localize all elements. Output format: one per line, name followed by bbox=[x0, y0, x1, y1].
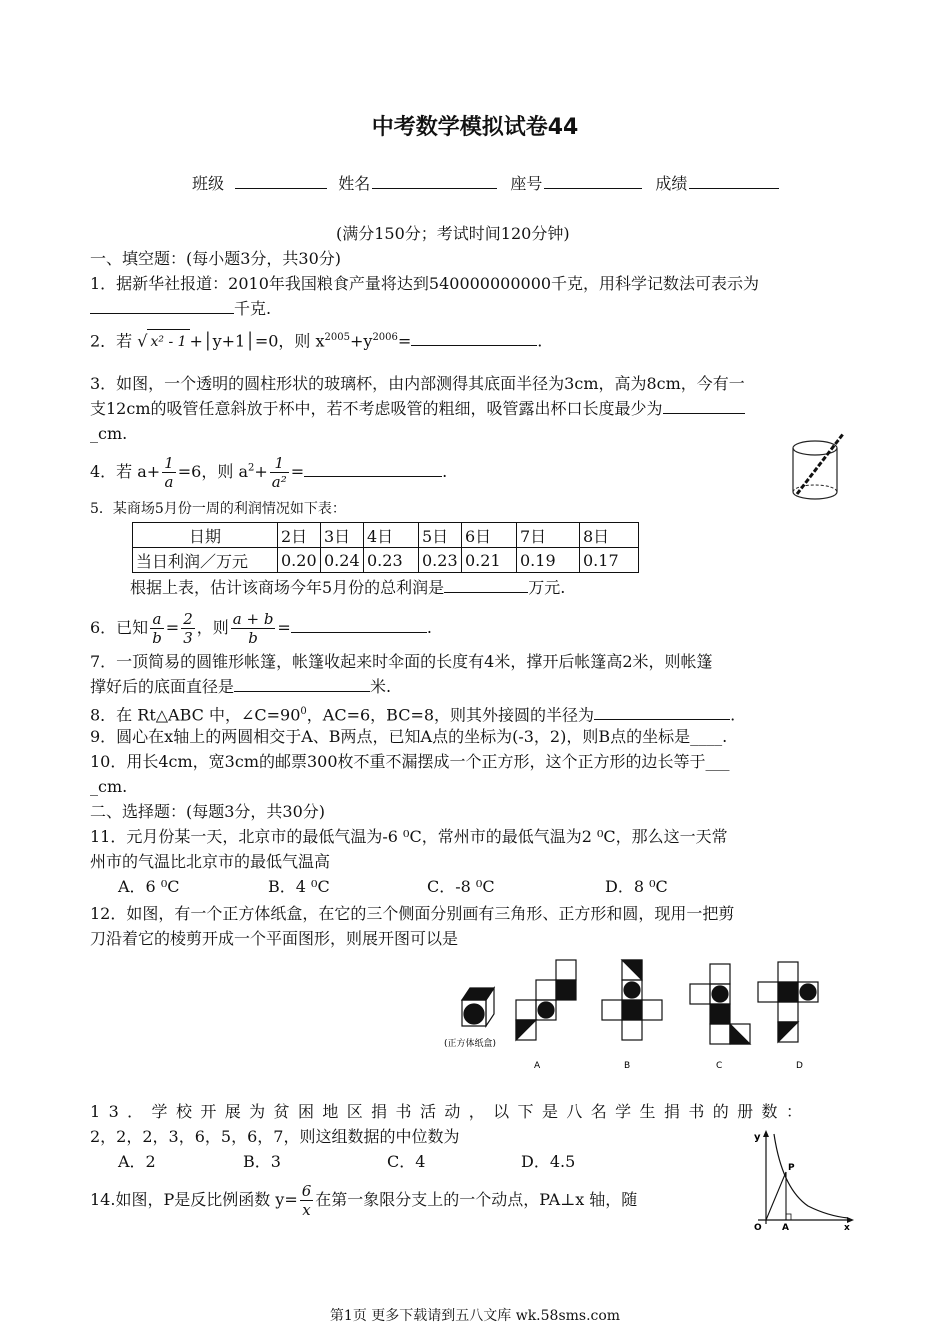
q1-blank bbox=[90, 297, 234, 314]
table-cell: 6日 bbox=[462, 523, 517, 548]
q4-frac1-num: 1 bbox=[164, 454, 174, 472]
q10-line1: 10．用长4cm，宽3cm的邮票300枚不重不漏摆成一个正方形，这个正方形的边长等于___ bbox=[90, 752, 730, 771]
name-blank bbox=[372, 172, 497, 189]
name-label: 姓名 bbox=[338, 174, 371, 193]
q13-line1: 13．学校开展为贫困地区捐书活动，以下是八名学生捐书的册数： bbox=[90, 1102, 811, 1121]
table-cell: 0.19 bbox=[517, 548, 580, 573]
q6-end: . bbox=[426, 618, 432, 637]
net-a bbox=[516, 960, 576, 1040]
q11-option-c: C．-8 ⁰C bbox=[427, 877, 495, 896]
q2-mid: +│y+1│=0，则 x bbox=[189, 331, 325, 351]
page-footer: 第1页 更多下载请到五八文库 wk.58sms.com bbox=[329, 1308, 621, 1324]
label-d: D bbox=[796, 1061, 803, 1071]
q7-unit: 米. bbox=[370, 677, 392, 696]
graph-a-label: A bbox=[782, 1223, 789, 1232]
graph-o-label: O bbox=[754, 1223, 762, 1232]
q2-pre: 2．若 bbox=[90, 331, 133, 351]
q13-option-c: C．4 bbox=[387, 1152, 426, 1171]
q2-line bbox=[90, 326, 542, 354]
q5-after bbox=[130, 576, 565, 600]
q4-blank bbox=[304, 460, 442, 477]
q14-frac-den: x bbox=[302, 1201, 311, 1219]
q7-blank bbox=[234, 675, 370, 692]
q5-after-text: 根据上表，估计该商场今年5月份的总利润是 bbox=[130, 578, 445, 597]
q6-frac2-num: 2 bbox=[183, 610, 193, 628]
label-c: C bbox=[716, 1061, 723, 1071]
q4-frac1 bbox=[162, 454, 176, 491]
q6-frac2 bbox=[181, 610, 195, 647]
table-cell: 3日 bbox=[321, 523, 364, 548]
q13-line2: 2，2，2，3，6，5，6，7，则这组数据的中位数为 bbox=[90, 1127, 460, 1146]
q7-line1: 7．一顶简易的圆锥形帐篷，帐篷收起来时伞面的长度有4米，撑开后帐篷高2米，则帐篷 bbox=[90, 652, 713, 671]
q4-frac2 bbox=[270, 454, 289, 491]
q4-frac2-num: 1 bbox=[270, 454, 289, 473]
q11-option-a: A．6 ⁰C bbox=[118, 877, 180, 896]
inverse-function-graph bbox=[748, 1128, 856, 1232]
table-cell: 0.23 bbox=[364, 548, 419, 573]
q2-end: . bbox=[537, 331, 543, 351]
q11-line1: 11．元月份某一天，北京市的最低气温为-6 ⁰C，常州市的最低气温为2 ⁰C，那么这一天常 bbox=[90, 827, 728, 846]
q6-pre: 6．已知 bbox=[90, 618, 149, 637]
q7-text: 撑好后的底面直径是 bbox=[90, 677, 235, 696]
q11-option-b: B．4 ⁰C bbox=[268, 877, 330, 896]
table-cell: 7日 bbox=[517, 523, 580, 548]
q13-option-a: A．2 bbox=[118, 1152, 156, 1171]
q4-plus: + bbox=[254, 462, 268, 481]
q6-frac1 bbox=[150, 610, 164, 647]
label-a: A bbox=[534, 1061, 541, 1071]
q2-blank bbox=[411, 329, 537, 346]
table-row bbox=[133, 548, 639, 573]
q4-pre: 4．若 a+ bbox=[90, 462, 161, 481]
graph-p-label: P bbox=[788, 1163, 795, 1173]
q14-line bbox=[90, 1182, 637, 1219]
q8-end: . bbox=[730, 705, 736, 725]
q14-pre: 14.如图，P是反比例函数 y= bbox=[90, 1190, 298, 1209]
seat-label: 座号 bbox=[510, 174, 543, 193]
table-cell: 2日 bbox=[278, 523, 321, 548]
q4-line bbox=[90, 454, 447, 491]
q6-mid: ，则 bbox=[196, 618, 229, 637]
q6-frac3-num: a + b bbox=[232, 610, 274, 628]
q7-line2 bbox=[90, 675, 391, 699]
table-cell: 8日 bbox=[580, 523, 639, 548]
box-caption: (正方体纸盒) bbox=[444, 1039, 497, 1049]
q1-line2 bbox=[90, 297, 271, 321]
q14-post: 在第一象限分支上的一个动点，PA⊥x 轴，随 bbox=[315, 1190, 638, 1209]
score-blank bbox=[689, 172, 779, 189]
score-label: 成绩 bbox=[655, 174, 688, 193]
q13-option-b: B．3 bbox=[243, 1152, 281, 1171]
section1-heading: 一、填空题：(每小题3分，共30分) bbox=[90, 249, 342, 268]
q8-blank bbox=[594, 703, 730, 720]
q12-line1: 12．如图，有一个正方体纸盒，在它的三个侧面分别画有三角形、正方形和圆，现用一把剪 bbox=[90, 904, 735, 923]
seat-blank bbox=[544, 172, 642, 189]
table-cell: 4日 bbox=[364, 523, 419, 548]
profit-table bbox=[132, 522, 639, 573]
q9-line: 9．圆心在x轴上的两圆相交于A、B两点，已知A点的坐标为(-3，2)，则B点的坐标是____. bbox=[90, 727, 728, 746]
q1-line1: 1．据新华社报道：2010年我国粮食产量将达到540000000000千克，用科学记数法可表示为 bbox=[90, 274, 760, 293]
cube-nets-figure bbox=[440, 958, 860, 1076]
table-cell: 0.23 bbox=[419, 548, 462, 573]
header-fields bbox=[192, 172, 779, 196]
q6-blank bbox=[291, 616, 427, 633]
table-cell: 日期 bbox=[133, 523, 278, 548]
net-d bbox=[758, 962, 818, 1042]
q11-option-d: D．8 ⁰C bbox=[605, 877, 668, 896]
q6-frac3 bbox=[231, 610, 276, 647]
q2-exp1: 2005 bbox=[324, 332, 350, 343]
graph-y-label: y bbox=[754, 1132, 761, 1143]
q6-frac2-den: 3 bbox=[183, 629, 193, 647]
class-blank bbox=[235, 172, 327, 189]
q4-eq: = bbox=[290, 462, 305, 481]
table-cell: 5日 bbox=[419, 523, 462, 548]
q2-eq: = bbox=[397, 331, 412, 351]
q6-eq1: = bbox=[165, 618, 180, 637]
q4-frac1-den: a bbox=[164, 473, 174, 491]
q8-line bbox=[90, 700, 735, 727]
table-cell: 0.24 bbox=[321, 548, 364, 573]
net-b bbox=[602, 960, 662, 1040]
table-cell: 0.17 bbox=[580, 548, 639, 573]
table-cell: 0.20 bbox=[278, 548, 321, 573]
class-label: 班级 bbox=[192, 174, 225, 193]
table-cell: 当日利润／万元 bbox=[133, 548, 278, 573]
q3-text: 支12cm的吸管任意斜放于杯中，若不考虑吸管的粗细，吸管露出杯口长度最少为 bbox=[90, 399, 663, 418]
q6-frac3-den: b bbox=[248, 629, 258, 647]
q5-unit: 万元. bbox=[528, 578, 566, 597]
q6-frac1-den: b bbox=[152, 629, 162, 647]
sqrt-icon: √ bbox=[137, 331, 148, 351]
exam-info: (满分150分；考试时间120分钟) bbox=[336, 224, 570, 243]
q8-text-a: 8．在 Rt△ABC 中，∠C=90 bbox=[90, 705, 301, 725]
q6-frac1-num: a bbox=[150, 610, 164, 629]
cylinder-figure bbox=[785, 430, 855, 508]
net-c bbox=[690, 964, 750, 1044]
q6-eq2: = bbox=[277, 618, 291, 637]
q8-text-b: ，AC=6，BC=8，则其外接圆的半径为 bbox=[306, 705, 595, 725]
q11-line2: 州市的气温比北京市的最低气温高 bbox=[90, 852, 331, 871]
q5-intro: 5．某商场5月份一周的利润情况如下表： bbox=[90, 501, 346, 517]
cube-box bbox=[462, 988, 494, 1026]
table-cell: 0.21 bbox=[462, 548, 517, 573]
q3-blank bbox=[663, 397, 745, 414]
q13-option-d: D．4.5 bbox=[521, 1152, 576, 1171]
table-header-row bbox=[133, 523, 639, 548]
q1-unit: 千克. bbox=[234, 299, 272, 318]
label-b: B bbox=[624, 1061, 631, 1071]
q14-frac-num: 6 bbox=[301, 1182, 312, 1200]
q10-line2: _cm. bbox=[90, 777, 128, 796]
q14-frac bbox=[300, 1182, 314, 1219]
q2-exp2: 2006 bbox=[372, 332, 398, 343]
q8-deg: 0 bbox=[300, 706, 307, 717]
q2-plus: +y bbox=[349, 331, 373, 351]
graph-x-label: x bbox=[844, 1223, 850, 1232]
q4-sq: 2 bbox=[247, 462, 255, 474]
q4-frac2-den: a² bbox=[271, 473, 287, 491]
q3-line2 bbox=[90, 397, 745, 421]
q3-line1: 3．如图，一个透明的圆柱形状的玻璃杯，由内部测得其底面半径为3cm，高为8cm，今有一 bbox=[90, 374, 745, 393]
q3-line3: _cm. bbox=[90, 424, 128, 443]
section2-heading: 二、选择题：(每题3分，共30分) bbox=[90, 802, 326, 821]
page-title: 中考数学模拟试卷44 bbox=[371, 115, 579, 140]
q12-line2: 刀沿着它的棱剪开成一个平面图形，则展开图可以是 bbox=[90, 929, 459, 948]
q5-blank bbox=[444, 576, 528, 593]
q4-end: . bbox=[442, 462, 448, 481]
q2-sqrt-expr: x² - 1 bbox=[147, 329, 189, 354]
q6-line bbox=[90, 610, 432, 647]
q4-mid: =6，则 a bbox=[177, 462, 248, 481]
